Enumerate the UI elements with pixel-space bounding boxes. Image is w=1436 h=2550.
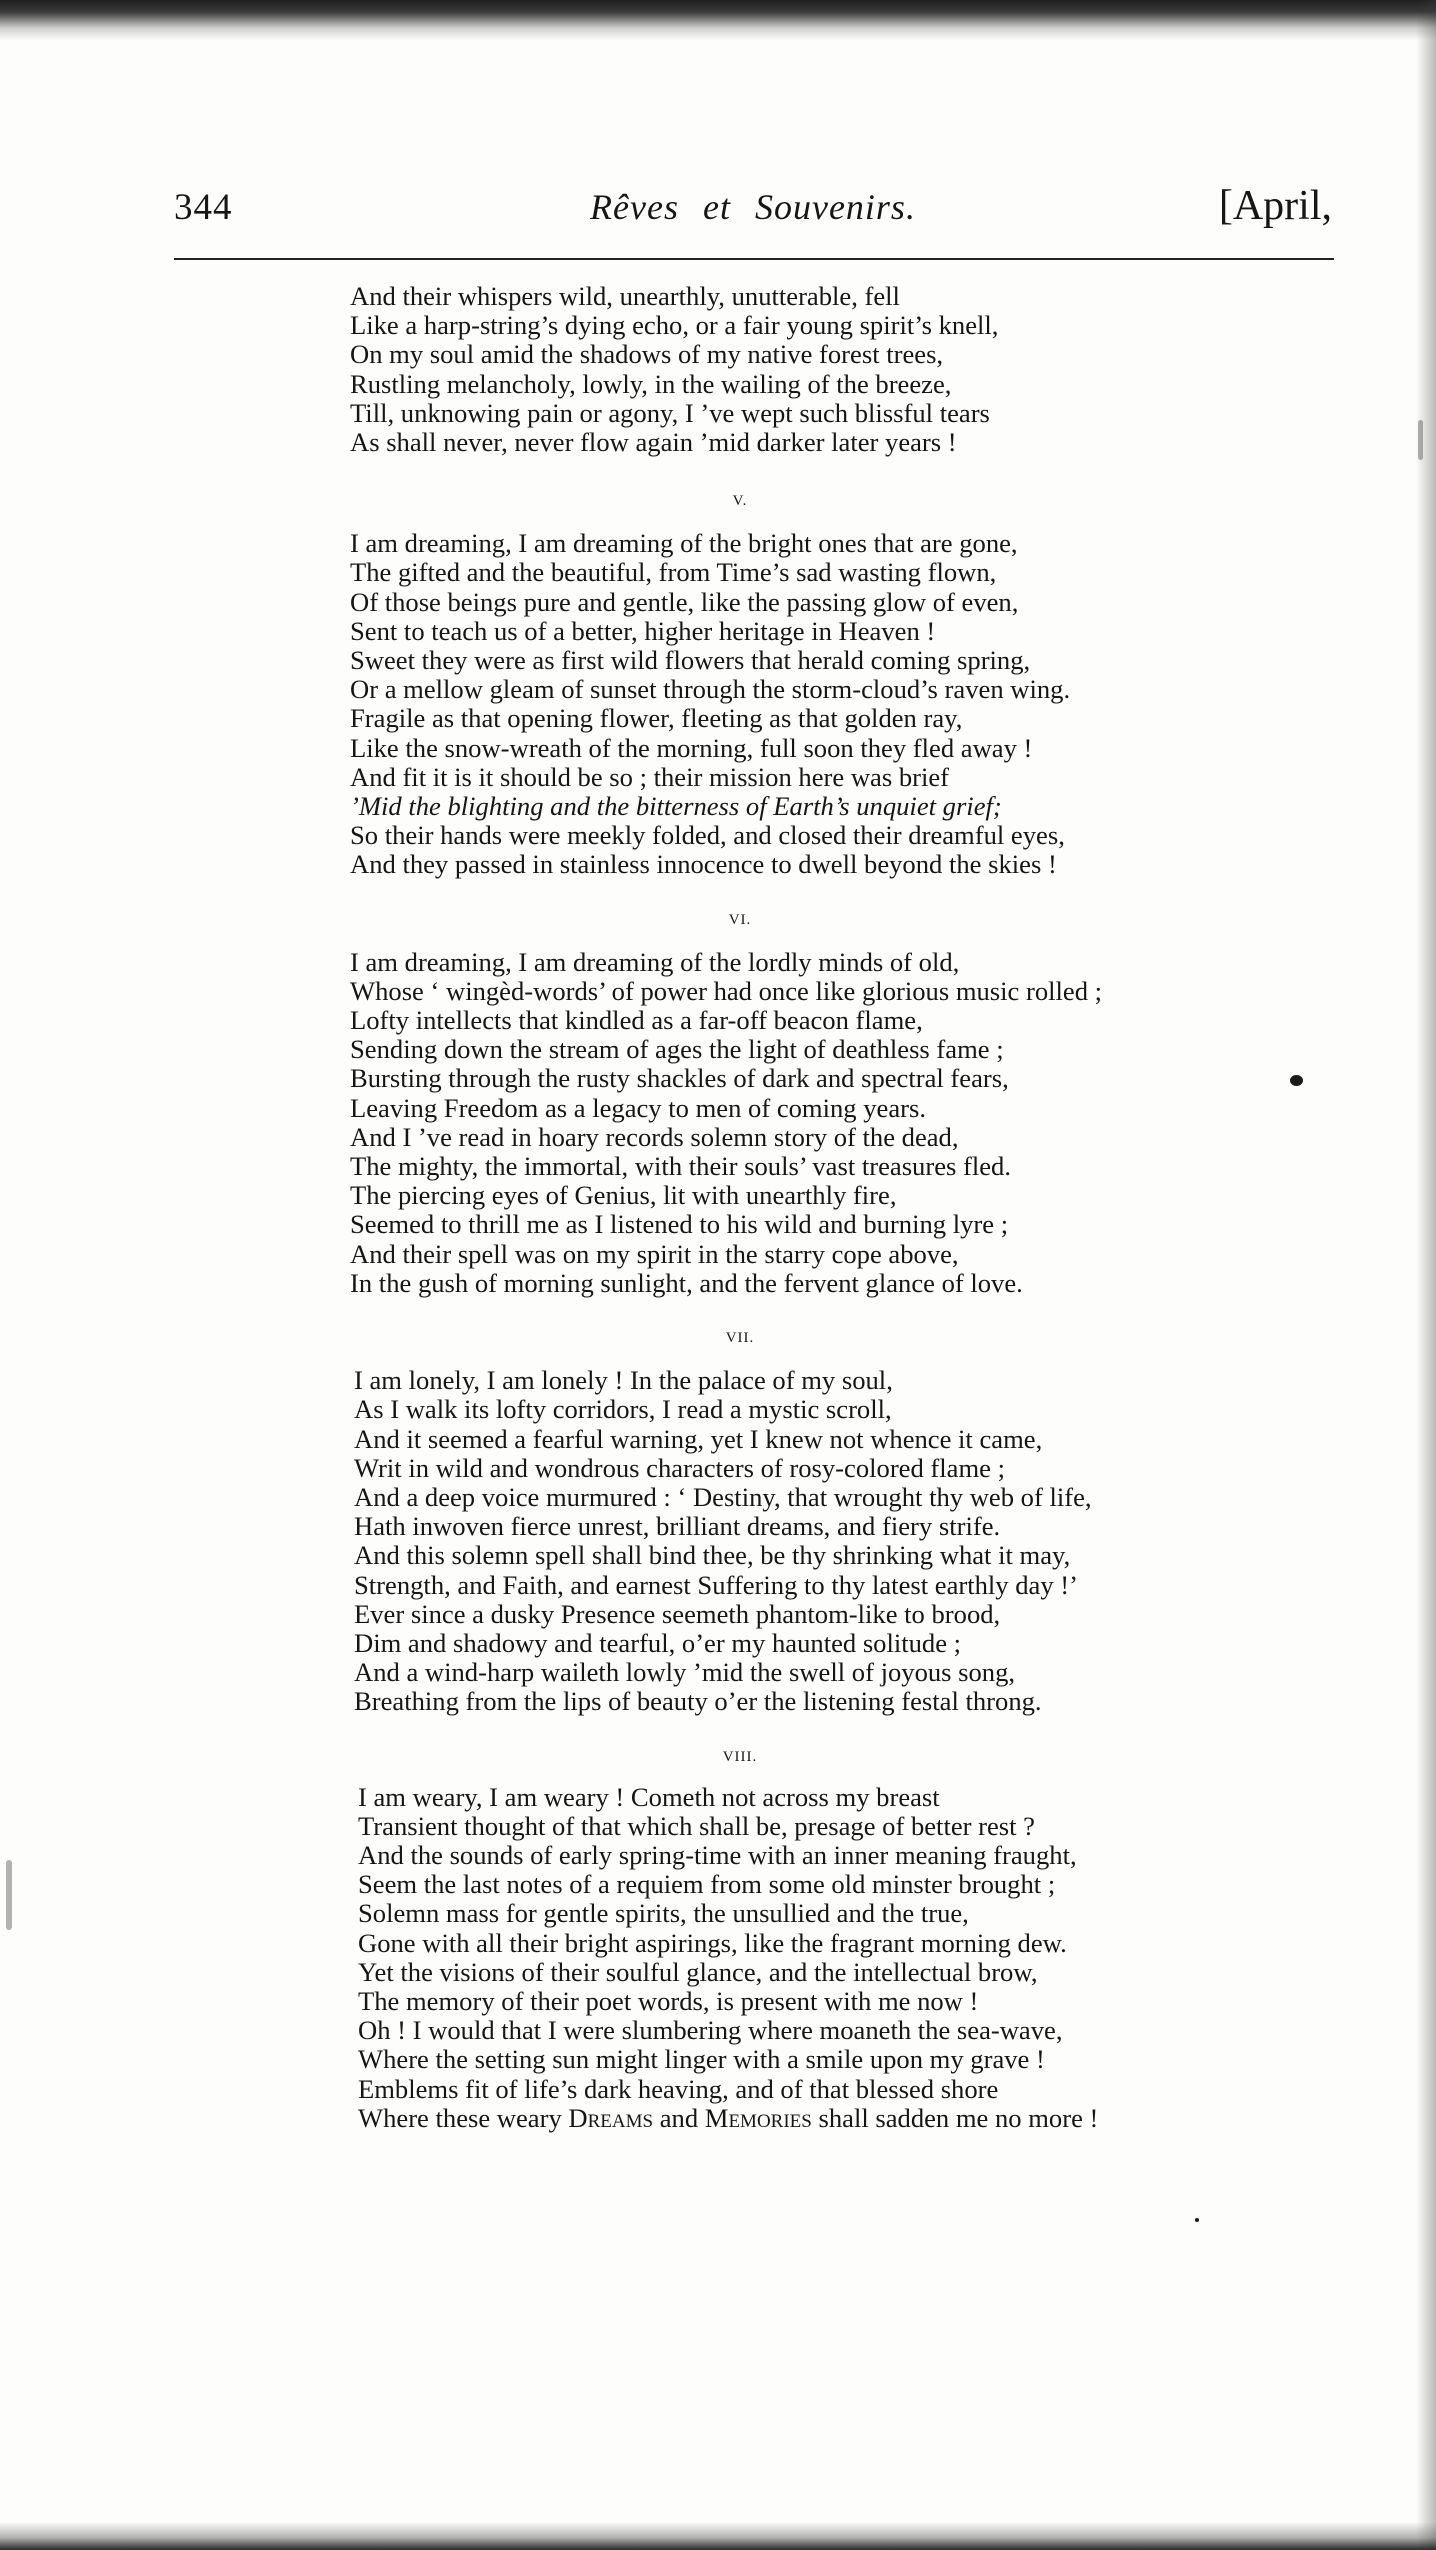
running-header [174,183,1332,246]
ink-speck [1195,2218,1199,2222]
poem-line: And their whispers wild, unearthly, unutterable, fell [350,281,900,311]
poem-line: Gone with all their bright aspirings, like the fragrant morning dew. [358,1927,1067,1958]
poem-line: Solemn mass for gentle spirits, the unsullied and the true, [358,1898,969,1929]
poem-line: Like a harp-string’s dying echo, or a fair young spirit’s knell, [350,310,999,341]
running-date: [April, [1218,183,1332,229]
poem-line: I am weary, I am weary ! Cometh not across my breast [358,1781,940,1812]
poem-line: As shall never, never flow again ’mid darker later years ! [350,427,957,458]
ink-speck [6,1860,12,1930]
poem-line: And they passed in stainless innocence to dwell beyond the skies ! [350,849,1057,880]
poem-line: Sending down the stream of ages the light of deathless fame ; [350,1034,1004,1065]
poem-line: Or a mellow gleam of sunset through the storm-cloud’s raven wing. [350,674,1071,705]
poem-line: Like the snow-wreath of the morning, full soon they fled away ! [350,732,1033,763]
poem-line: ’Mid the blighting and the bitterness of Earth’s unquiet grief; [350,791,1002,822]
scan-top-edge [0,0,1436,40]
poem-line: Oh ! I would that I were slumbering where moaneth the sea-wave, [358,2015,1063,2046]
stanza-iv-continued [350,280,1310,457]
poem-line: Of those beings pure and gentle, like the passing glow of even, [350,586,1019,617]
poem-final-line [358,2104,1310,2133]
running-title: Rêves et Souvenirs. [590,187,916,227]
poem-line: Emblems fit of life’s dark heaving, and of that blessed shore [358,2073,999,2104]
poem-line: Sent to teach us of a better, higher heritage in Heaven ! [350,615,936,646]
poem-line: And the sounds of early spring-time with an inner meaning fraught, [358,1839,1077,1870]
poem-line: The mighty, the immortal, with their souls’ vast treasures fled. [350,1151,1011,1182]
poem-line: Breathing from the lips of beauty o’er the listening festal throng. [354,1686,1042,1717]
poem-line: As I walk its lofty corridors, I read a mystic scroll, [354,1394,892,1425]
stanza-v [350,529,1310,879]
poem-line: The gifted and the beautiful, from Time’s sad wasting flown, [350,557,997,588]
stanza-vi [350,948,1310,1298]
memories-word: Memories [704,2102,812,2133]
poem-line: Strength, and Faith, and earnest Suffering to thy latest earthly day !’ [354,1569,1079,1600]
page-number: 344 [174,187,233,228]
poem-line: On my soul amid the shadows of my native forest trees, [350,339,944,370]
ink-speck [1418,420,1423,460]
poem-line: Writ in wild and wondrous characters of rosy-colored flame ; [354,1452,1006,1483]
poem-line: The piercing eyes of Genius, lit with unearthly fire, [350,1180,897,1211]
poem-line: Dim and shadowy and tearful, o’er my haunted solitude ; [354,1627,962,1658]
stanza-numeral: V. [732,493,748,510]
ink-speck [1290,1075,1303,1086]
poem-line: Fragile as that opening flower, fleeting as that golden ray, [350,703,963,734]
poem-line: I am dreaming, I am dreaming of the lordly minds of old, [350,946,960,977]
final-line-before: Where these weary [358,2102,569,2133]
poem-line: So their hands were meekly folded, and closed their dreamful eyes, [350,820,1065,851]
poem-line: In the gush of morning sunlight, and the fervent glance of love. [350,1267,1023,1298]
poem-line: Rustling melancholy, lowly, in the wailing of the breeze, [350,368,952,399]
poem-line: And their spell was on my spirit in the starry cope above, [350,1238,959,1269]
poem-line: Yet the visions of their soulful glance, and the intellectual brow, [358,1956,1038,1987]
poem-line: Where the setting sun might linger with a smile upon my grave ! [358,2044,1045,2075]
stanza-numeral: VIII. [722,1748,758,1765]
poem-line: I am dreaming, I am dreaming of the bright ones that are gone, [350,528,1018,559]
header-rule [174,258,1334,260]
poem-line: And it seemed a fearful warning, yet I knew not whence it came, [354,1423,1043,1454]
poem-line: Ever since a dusky Presence seemeth phantom-like to brood, [354,1598,1001,1629]
poem-line: Leaving Freedom as a legacy to men of coming years. [350,1092,926,1123]
poem-line: Lofty intellects that kindled as a far-off beacon flame, [350,1005,923,1036]
final-line-and: and [653,2102,705,2133]
stanza-numeral: VI. [728,911,752,928]
poem-line: Transient thought of that which shall be, presage of better rest ? [358,1810,1035,1841]
poem-line: And a deep voice murmured : ‘ Destiny, that wrought thy web of life, [354,1481,1092,1512]
poem-line: Seemed to thrill me as I listened to his wild and burning lyre ; [350,1209,1009,1240]
poem-line: And a wind-harp waileth lowly ’mid the swell of joyous song, [354,1657,1016,1688]
stanza-vii [350,1366,1310,1716]
stanza-viii [350,1783,1310,2133]
poem-body [350,280,1310,2133]
dreams-word: Dreams [568,2102,654,2133]
poem-line: Whose ‘ wingèd-words’ of power had once like glorious music rolled ; [350,975,1103,1006]
poem-line: Sweet they were as first wild flowers that herald coming spring, [350,645,1031,676]
poem-line: And I ’ve read in hoary records solemn story of the dead, [350,1121,959,1152]
poem-line: Hath inwoven fierce unrest, brilliant dreams, and fiery strife. [354,1511,1001,1542]
final-line-after: shall sadden me no more ! [811,2102,1099,2133]
poem-line: I am lonely, I am lonely ! In the palace of my soul, [354,1365,893,1396]
stanza-numeral: VII. [725,1330,755,1347]
poem-line: And fit it is it should be so ; their mission here was brief [350,761,950,792]
scan-right-edge [1416,0,1436,2550]
poem-line: The memory of their poet words, is present with me now ! [358,1985,979,2016]
poem-line: Seem the last notes of a requiem from some old minster brought ; [358,1869,1056,1900]
poem-line: Till, unknowing pain or agony, I ’ve wept such blissful tears [350,397,990,428]
poem-line: Bursting through the rusty shackles of dark and spectral fears, [350,1063,1009,1094]
poem-line: And this solemn spell shall bind thee, be thy shrinking what it may, [354,1540,1071,1571]
scan-bottom-edge [0,2522,1436,2550]
